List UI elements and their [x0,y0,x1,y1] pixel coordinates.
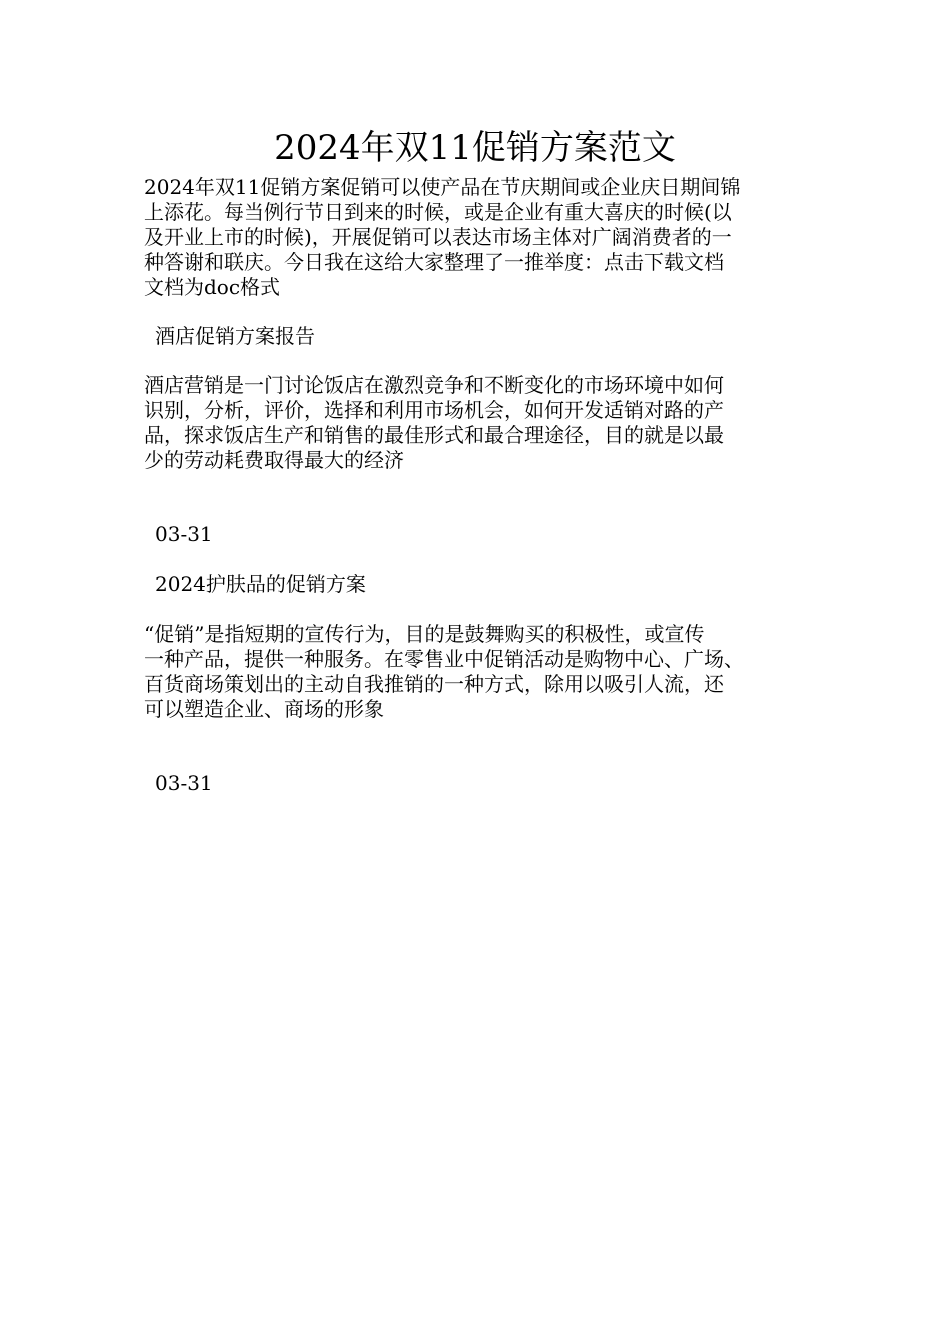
section-2-date: 03-31 [155,771,213,795]
summary-line: 少的劳动耗费取得最大的经济 [144,448,404,472]
section-2-summary [144,622,824,722]
summary-line: 酒店营销是一门讨论饭店在激烈竞争和不断变化的市场环境中如何 [144,373,724,397]
section-1-date: 03-31 [155,522,213,546]
section-1-summary [144,373,824,473]
intro-line: 文档为doc格式 [144,275,281,299]
intro-line: 上添花。每当例行节日到来的时候，或是企业有重大喜庆的时候(以 [144,200,732,224]
intro-line: 2024年双11促销方案促销可以使产品在节庆期间或企业庆日期间锦 [144,175,741,199]
summary-line: 百货商场策划出的主动自我推销的一种方式，除用以吸引人流，还 [144,672,724,696]
summary-line: 品，探求饭店生产和销售的最佳形式和最合理途径，目的就是以最 [144,423,724,447]
summary-line: “促销”是指短期的宣传行为，目的是鼓舞购买的积极性，或宣传 [144,622,705,646]
summary-line: 可以塑造企业、商场的形象 [144,697,384,721]
section-2-title[interactable]: 2024护肤品的促销方案 [155,572,366,596]
section-1-title[interactable]: 酒店促销方案报告 [155,324,315,348]
document-title: 2024年双11促销方案范文 [274,128,676,168]
intro-line: 种答谢和联庆。今日我在这给大家整理了一推举度：点击下载文档 [144,250,724,274]
summary-line: 识别，分析，评价，选择和利用市场机会，如何开发适销对路的产 [144,398,724,422]
intro-paragraph [144,175,824,300]
summary-line: 一种产品，提供一种服务。在零售业中促销活动是购物中心、广场、 [144,647,744,671]
intro-line: 及开业上市的时候)，开展促销可以表达市场主体对广阔消费者的一 [144,225,732,249]
